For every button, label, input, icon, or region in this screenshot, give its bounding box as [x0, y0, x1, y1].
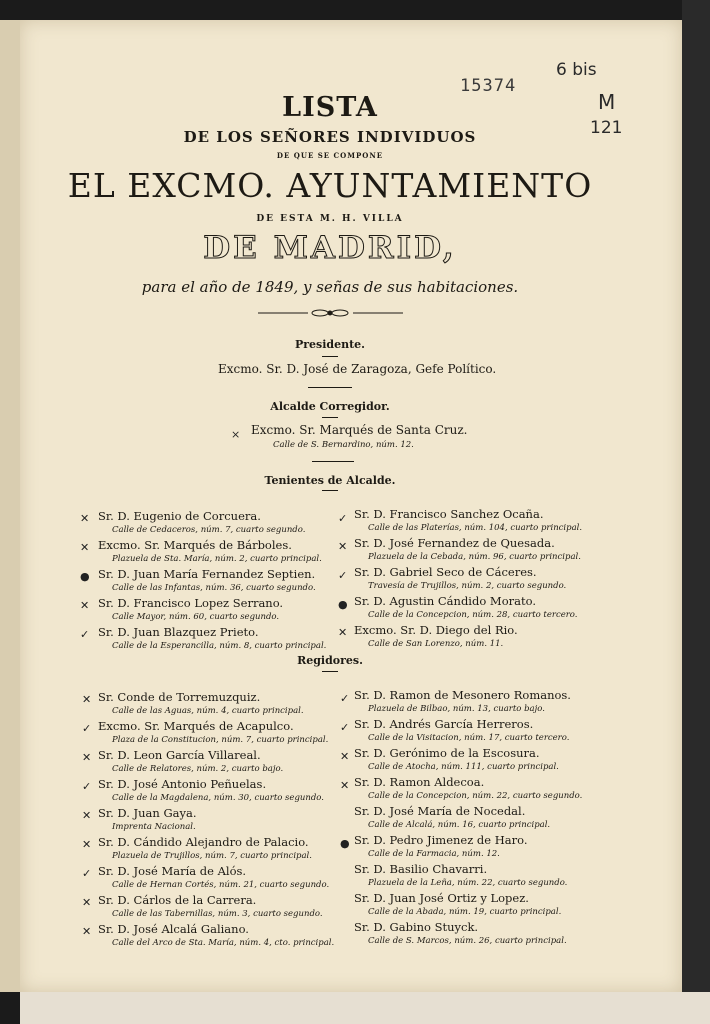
regidor-entry: [354, 916, 567, 946]
member-name: Sr. D. Juan José Ortiz y Lopez.: [354, 891, 529, 905]
subtitle-line-5: DE ESTA M. H. VILLA: [256, 214, 404, 224]
member-name: Sr. D. Francisco Sanchez Ocaña.: [354, 507, 544, 521]
alcalde-heading: Alcalde Corregidor.: [270, 400, 390, 413]
member-address: Calle de Atocha, núm. 111, cuarto principal.: [368, 762, 559, 772]
divider: [322, 671, 338, 672]
member-address: Calle Mayor, núm. 60, cuarto segundo.: [112, 612, 280, 622]
regidor-entry: [98, 715, 328, 745]
member-address: Plaza de la Constitucion, núm. 7, cuarto principal.: [112, 735, 329, 745]
regidor-entry: [354, 742, 559, 772]
member-address: Calle de la Abada, núm. 19, cuarto principal.: [368, 907, 562, 917]
presidente-heading: Presidente.: [294, 338, 366, 351]
pencil-mark: ●: [80, 570, 90, 583]
divider: [312, 461, 354, 462]
regidor-entry: [354, 829, 528, 859]
ornament-divider: [258, 309, 403, 317]
document-page: [20, 20, 682, 992]
tenientes-heading: Tenientes de Alcalde.: [264, 474, 396, 487]
regidor-entry: [98, 686, 304, 716]
member-name: Excmo. Sr. D. Diego del Rio.: [354, 623, 518, 637]
member-name: Sr. D. Agustin Cándido Morato.: [354, 594, 536, 608]
member-name: Sr. D. Francisco Lopez Serrano.: [98, 596, 284, 610]
regidor-entry: [354, 684, 571, 714]
member-name: Sr. D. Juan Blazquez Prieto.: [98, 625, 259, 639]
alcalde-name: Excmo. Sr. Marqués de Santa Cruz.: [251, 423, 468, 437]
teniente-entry: [354, 532, 581, 562]
pencil-mark: ✓: [82, 722, 92, 735]
pencil-mark: ✓: [80, 628, 90, 641]
regidor-entry: [98, 744, 283, 774]
pencil-mark: ✓: [82, 867, 92, 880]
pencil-mark: ⨯: [231, 428, 241, 441]
pencil-mark: ✓: [338, 569, 348, 582]
subtitle-line-6: DE MADRID,: [203, 230, 457, 266]
divider: [322, 417, 338, 418]
member-name: Sr. D. Gabino Stuyck.: [354, 920, 479, 934]
member-name: Sr. D. Gabriel Seco de Cáceres.: [354, 565, 537, 579]
regidor-entry: [354, 887, 561, 917]
pencil-mark: ✕: [338, 540, 348, 553]
teniente-entry: [354, 619, 518, 649]
member-name: Sr. D. Ramon Aldecoa.: [354, 775, 485, 789]
member-name: Excmo. Sr. Marqués de Acapulco.: [98, 719, 294, 733]
member-address: Calle de la Visitacion, núm. 17, cuarto tercero.: [368, 733, 570, 743]
regidor-entry: [98, 831, 312, 861]
handwritten-note-top: 6 bis: [556, 60, 597, 80]
teniente-entry: [98, 621, 326, 651]
presidente-name: Excmo. Sr. D. José de Zaragoza, Gefe Político.: [218, 362, 497, 376]
member-address: Calle de la Concepcion, núm. 22, cuarto segundo.: [368, 791, 583, 801]
handwritten-note-m: M: [598, 90, 616, 114]
member-address: Calle de la Farmacia, núm. 12.: [368, 849, 500, 859]
book-spine: [0, 20, 20, 992]
member-address: Calle del Arco de Sta. María, núm. 4, cto. principal.: [112, 938, 335, 948]
member-address: Plazuela de la Leña, núm. 22, cuarto segundo.: [368, 878, 568, 888]
member-address: Calle de S. Marcos, núm. 26, cuarto principal.: [368, 936, 567, 946]
member-address: Calle de la Concepcion, núm. 28, cuarto tercero.: [368, 610, 578, 620]
member-address: Calle de las Infantas, núm. 36, cuarto segundo.: [112, 583, 316, 593]
regidores-heading: Regidores.: [297, 654, 363, 667]
member-name: Sr. D. José Fernandez de Quesada.: [354, 536, 555, 550]
subtitle-line-4: EL EXCMO. AYUNTAMIENTO: [67, 166, 593, 205]
teniente-entry: [98, 592, 283, 622]
pencil-mark: ✓: [340, 692, 350, 705]
member-address: Calle de la Magdalena, núm. 30, cuarto segundo.: [112, 793, 324, 803]
member-name: Sr. D. José María de Alós.: [98, 864, 247, 878]
pencil-mark: ✓: [338, 512, 348, 525]
regidor-entry: [354, 858, 567, 888]
pencil-mark: ✕: [82, 838, 92, 851]
regidor-entry: [354, 771, 582, 801]
member-name: Sr. D. Andrés García Herreros.: [354, 717, 534, 731]
teniente-entry: [98, 505, 305, 535]
pencil-mark: ✕: [82, 809, 92, 822]
pencil-mark: ✕: [82, 751, 92, 764]
member-name: Sr. D. Eugenio de Corcuera.: [98, 509, 261, 523]
member-name: Sr. D. Gerónimo de la Escosura.: [354, 746, 540, 760]
member-address: Plazuela de la Cebada, núm. 96, cuarto principal.: [368, 552, 581, 562]
page-title: LISTA: [282, 92, 378, 123]
member-name: Sr. Conde de Torremuzquiz.: [98, 690, 261, 704]
member-address: Plazuela de Bilbao, núm. 13, cuarto bajo.: [368, 704, 545, 714]
teniente-entry: [354, 561, 566, 591]
member-name: Sr. D. José Antonio Peñuelas.: [98, 777, 267, 791]
regidor-entry: [98, 802, 197, 832]
member-name: Sr. D. Ramon de Mesonero Romanos.: [354, 688, 571, 702]
member-address: Travesía de Trujillos, núm. 2, cuarto segundo.: [368, 581, 567, 591]
teniente-entry: [354, 503, 582, 533]
member-address: Plazuela de Trujillos, núm. 7, cuarto principal.: [112, 851, 312, 861]
member-address: Plazuela de Sta. María, núm. 2, cuarto principal.: [112, 554, 322, 564]
member-address: Calle de Alcalá, núm. 16, cuarto principal.: [368, 820, 551, 830]
divider: [322, 490, 338, 491]
regidor-entry: [98, 860, 329, 890]
member-name: Sr. D. Juan Gaya.: [98, 806, 197, 820]
member-name: Sr. D. Juan María Fernandez Septien.: [98, 567, 316, 581]
member-name: Sr. D. Pedro Jimenez de Haro.: [354, 833, 528, 847]
member-name: Sr. D. Basilio Chavarri.: [354, 862, 488, 876]
regidor-entry: [354, 713, 569, 743]
divider: [308, 387, 352, 388]
scan-border: [682, 0, 710, 1024]
regidor-entry: [354, 800, 550, 830]
pencil-mark: ✕: [82, 925, 92, 938]
pencil-mark: ✕: [80, 599, 90, 612]
pencil-mark: ✕: [80, 512, 90, 525]
member-address: Calle de la Esperancilla, núm. 8, cuarto principal.: [112, 641, 327, 651]
member-address: Calle de las Aguas, núm. 4, cuarto principal.: [112, 706, 304, 716]
member-name: Sr. D. Cárlos de la Carrera.: [98, 893, 257, 907]
pencil-mark: ✕: [82, 693, 92, 706]
member-name: Excmo. Sr. Marqués de Bárboles.: [98, 538, 292, 552]
divider: [322, 356, 338, 357]
regidor-entry: [98, 889, 323, 919]
pencil-mark: ✕: [340, 750, 350, 763]
pencil-mark: ✕: [82, 896, 92, 909]
member-address: Calle de Relatores, núm. 2, cuarto bajo.: [112, 764, 284, 774]
member-address: Calle de Hernan Cortés, núm. 21, cuarto segundo.: [112, 880, 330, 890]
teniente-entry: [98, 534, 322, 564]
catalog-stamp: 15374: [460, 76, 517, 96]
member-address: Calle de las Tabernillas, núm. 3, cuarto segundo.: [112, 909, 323, 919]
regidor-entry: [98, 773, 324, 803]
pencil-mark: ✕: [80, 541, 90, 554]
member-name: Sr. D. Cándido Alejandro de Palacio.: [98, 835, 309, 849]
member-name: Sr. D. José Alcalá Galiano.: [98, 922, 249, 936]
member-name: Sr. D. Leon García Villareal.: [98, 748, 261, 762]
subtitle-line-3: DE QUE SE COMPONE: [276, 151, 384, 160]
teniente-entry: [354, 590, 577, 620]
member-address: Calle de Cedaceros, núm. 7, cuarto segundo.: [112, 525, 306, 535]
teniente-entry: [98, 563, 316, 593]
pencil-mark: ✕: [338, 626, 348, 639]
regidor-entry: [98, 918, 334, 948]
pencil-mark: ✓: [340, 721, 350, 734]
member-name: Sr. D. José María de Nocedal.: [354, 804, 526, 818]
pencil-mark: ●: [338, 598, 348, 611]
scan-background: [20, 992, 710, 1024]
pencil-mark: ✕: [340, 779, 350, 792]
pencil-mark: ●: [340, 837, 350, 850]
handwritten-note-number: 121: [590, 118, 623, 138]
member-address: Calle de las Platerías, núm. 104, cuarto principal.: [368, 523, 583, 533]
member-address: Calle de San Lorenzo, núm. 11.: [368, 639, 504, 649]
member-address: Imprenta Nacional.: [112, 822, 196, 832]
subtitle-line-7: para el año de 1849, y señas de sus habitaciones.: [141, 278, 519, 296]
pencil-mark: ✓: [82, 780, 92, 793]
alcalde-address: Calle de S. Bernardino, núm. 12.: [273, 440, 414, 450]
subtitle-line-2: DE LOS SEÑORES INDIVIDUOS: [183, 128, 477, 146]
